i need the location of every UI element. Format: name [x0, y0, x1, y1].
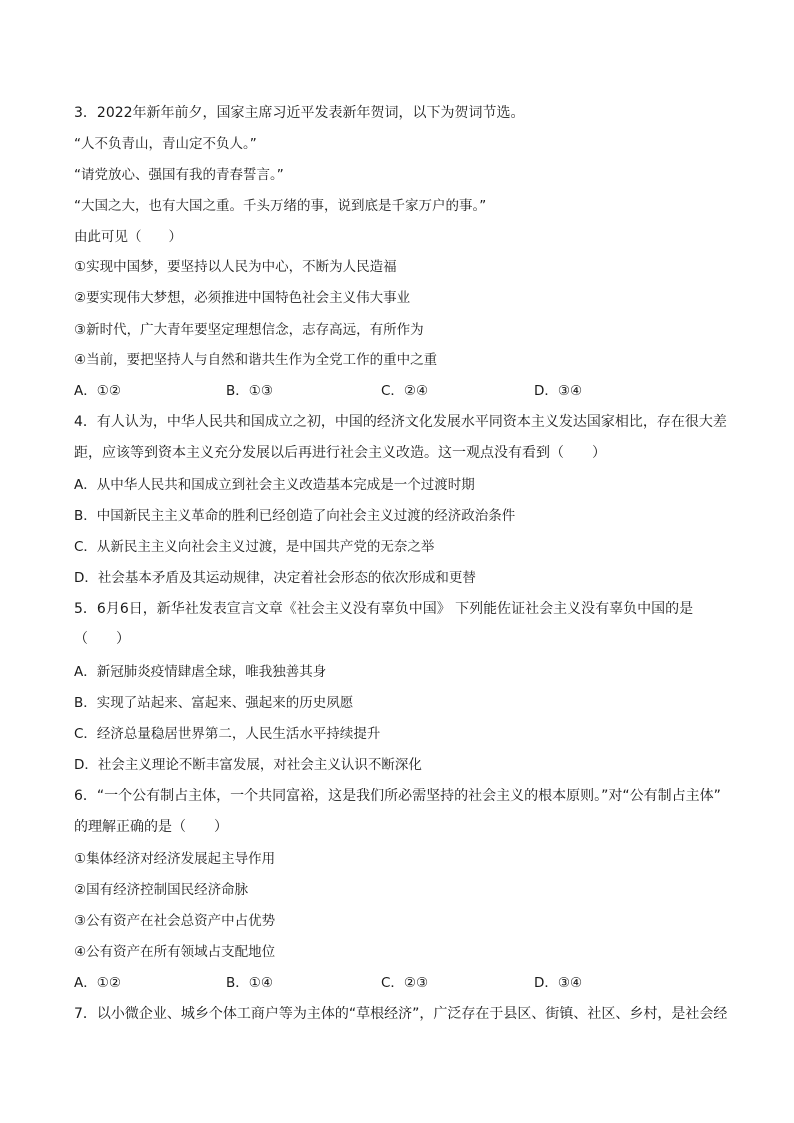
q7-stem-line-1: 7．以小微企业、城乡个体工商户等为主体的“草根经济”，广泛存在于县区、街镇、社区、乡村，是社会经	[74, 1006, 728, 1022]
q6-option-a[interactable]: A．①②	[74, 975, 121, 991]
q3-option-b[interactable]: B．①③	[226, 383, 273, 399]
q6-stem-line-2: 的理解正确的是（ ）	[74, 819, 228, 835]
q4-stem-line-2: 距，应该等到资本主义充分发展以后再进行社会主义改造。这一观点没有看到（ ）	[74, 445, 606, 461]
q6-option-d[interactable]: D．③④	[534, 975, 583, 991]
q5-stem-line-2: （ ）	[74, 631, 130, 647]
q3-option-d[interactable]: D．③④	[534, 383, 583, 399]
q6-stem-line-1: 6．“一个公有制占主体，一个共同富裕，这是我们所必需坚持的社会主义的根本原则。”对“公有制占主体”	[74, 788, 721, 804]
q3-prompt: 由此可见（ ）	[74, 229, 182, 245]
q6-options	[74, 973, 694, 993]
q4-option-d[interactable]: D．社会基本矛盾及其运动规律，决定着社会形态的依次形成和更替	[74, 570, 476, 586]
q3-options	[74, 381, 694, 401]
q5-option-d[interactable]: D．社会主义理论不断丰富发展，对社会主义认识不断深化	[74, 757, 422, 773]
q3-item-2: ②要实现伟大梦想，必须推进中国特色社会主义伟大事业	[74, 290, 411, 306]
q3-item-1: ①实现中国梦，要坚持以人民为中心，不断为人民造福	[74, 259, 397, 275]
q5-option-b[interactable]: B．实现了站起来、富起来、强起来的历史夙愿	[74, 695, 354, 711]
q6-item-2: ②国有经济控制国民经济命脉	[74, 882, 249, 898]
q6-option-c[interactable]: C．②③	[381, 975, 429, 991]
q3-quote-2: “请党放心、强国有我的青春誓言。”	[74, 167, 284, 183]
q4-option-b[interactable]: B．中国新民主主义革命的胜利已经创造了向社会主义过渡的经济政治条件	[74, 508, 516, 524]
q4-option-a[interactable]: A．从中华人民共和国成立到社会主义改造基本完成是一个过渡时期	[74, 477, 475, 493]
q4-stem-line-1: 4．有人认为，中华人民共和国成立之初，中国的经济文化发展水平同资本主义发达国家相比，存在很大差	[74, 414, 727, 430]
q6-item-4: ④公有资产在所有领域占支配地位	[74, 944, 276, 960]
q5-option-c[interactable]: C．经济总量稳居世界第二，人民生活水平持续提升	[74, 726, 381, 742]
q5-stem-line-1: 5．6月6日，新华社发表宣言文章《社会主义没有辜负中国》 下列能佐证社会主义没有辜负中国的是	[74, 601, 694, 617]
q4-option-c[interactable]: C．从新民主主义向社会主义过渡，是中国共产党的无奈之举	[74, 539, 435, 555]
q3-option-c[interactable]: C．②④	[381, 383, 429, 399]
q5-option-a[interactable]: A．新冠肺炎疫情肆虐全球，唯我独善其身	[74, 664, 327, 680]
q3-stem: 3．2022年新年前夕，国家主席习近平发表新年贺词，以下为贺词节选。	[74, 105, 525, 121]
q3-quote-3: “大国之大，也有大国之重。千头万绪的事，说到底是千家万户的事。”	[74, 198, 487, 214]
q6-option-b[interactable]: B．①④	[226, 975, 273, 991]
q3-item-3: ③新时代，广大青年要坚定理想信念，志存高远，有所作为	[74, 322, 424, 338]
q3-item-4: ④当前，要把坚持人与自然和谐共生作为全党工作的重中之重	[74, 352, 438, 368]
q6-item-3: ③公有资产在社会总资产中占优势	[74, 913, 276, 929]
q3-option-a[interactable]: A．①②	[74, 383, 121, 399]
q3-quote-1: “人不负青山，青山定不负人。”	[74, 136, 257, 152]
q6-item-1: ①集体经济对经济发展起主导作用	[74, 851, 276, 867]
